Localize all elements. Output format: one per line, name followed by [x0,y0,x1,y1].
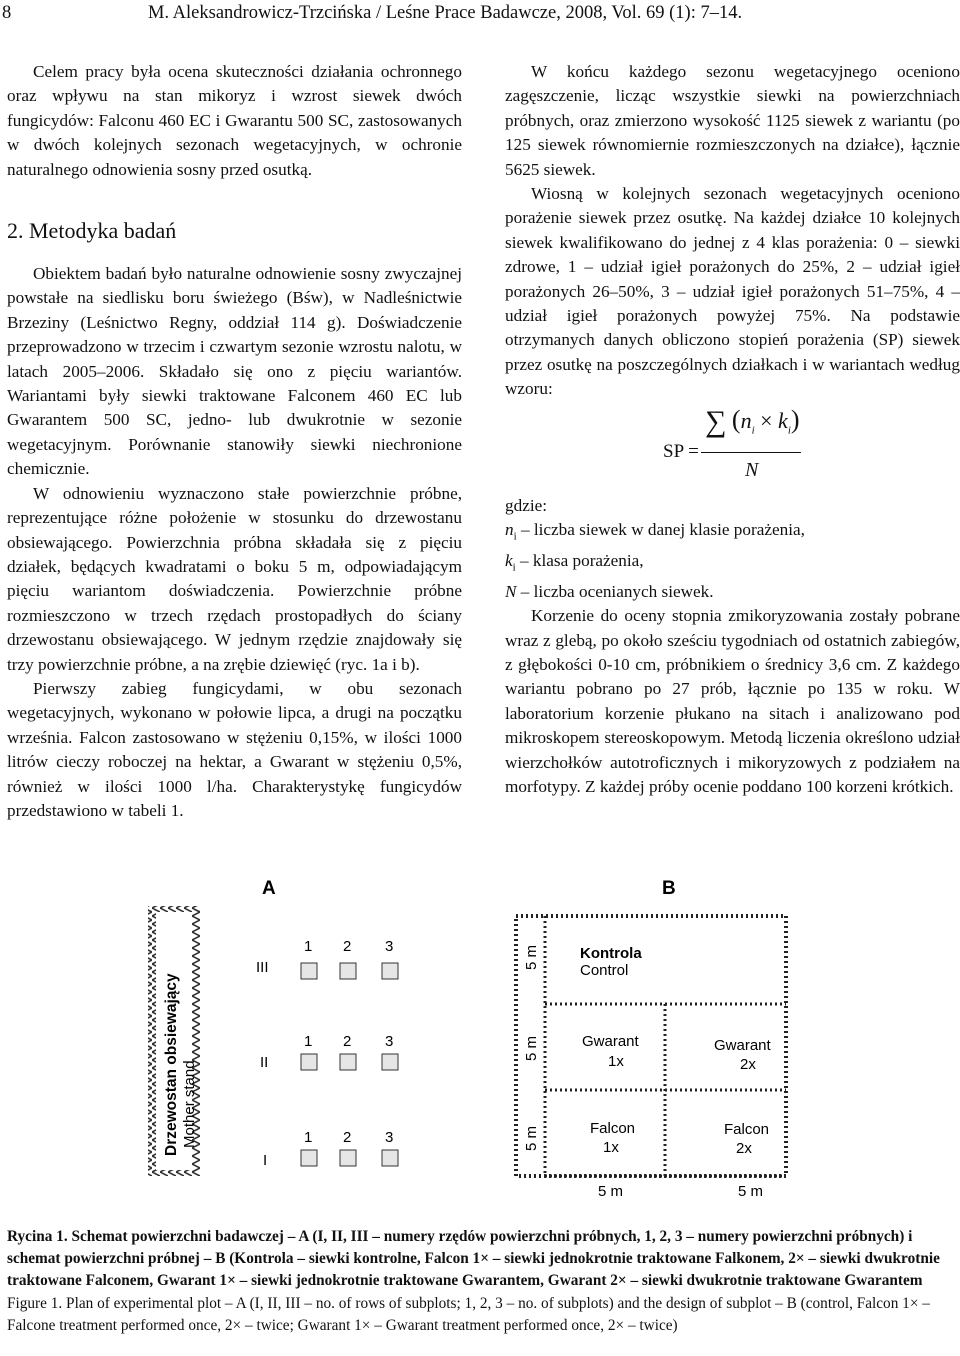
caption-en: Figure 1. Plan of experimental plot – A (I, II, III – no. of rows of subplots; 1, 2, 3 – no. of subplots) and the design of subplot – B (control, Falcon 1× – Falcone treatment performed once, 2× – twice; Gwarant 1× – Gwarant treatment performed once, 2× – twice) [7,1294,930,1334]
row-II-subplots [301,1033,398,1070]
fraction-line [701,452,801,453]
cell-falcon-1x: 1x [603,1139,619,1156]
intro-paragraph: Celem pracy była ocena skuteczności działania ochronnego oraz wpływu na stan mikoryz i wzrost siewek dwóch fungicydów: Falconu 460 EC i Gwarantu 500 SC, zastosowanych w dwóch kolejnych sezonach wegetacyjnych, w ochronie naturalnego odnowienia sosny przed osutką. [7,62,462,179]
page-header [0,3,960,33]
mother-stand-strip [148,906,200,1176]
mother-stand-label-pl: Drzewostan obsiewający [163,973,180,1156]
section-heading: 2. Metodyka badań [7,218,177,244]
running-title: M. Aleksandrowicz-Trzcińska / Leśne Prace Badawcze, 2008, Vol. 69 (1): 7–14. [148,3,743,23]
sp-formula [505,404,960,488]
row-III-subplots [301,938,398,979]
formula-numerator: ∑ $(n_i \times k_i)$ [705,404,800,438]
figure-caption [7,1226,952,1337]
definition-n: $n_i$ – liczba siewek w danej klasie porażenia, [505,520,805,543]
cell-falcon-2x: 2x [736,1140,752,1157]
subplot-number: 3 [385,1129,394,1146]
subplot-number: 3 [385,1033,394,1050]
cell-falcon-1: Falcon [590,1120,636,1137]
formula-lhs: SP = [663,440,699,462]
left-column [7,60,462,823]
definition-k: $k_i$ – klasa porażenia, [505,550,644,574]
figure-1 [0,876,960,1216]
panel-b-label: B [662,878,676,899]
cell-gwarant-1: Gwarant [582,1033,639,1050]
caption-pl: Rycina 1. Schemat powierzchni badawczej – A (I, II, III – numery rzędów powierzchni próbnych, 1, 2, 3 – numery powierzchni próbnych) i schemat powierzchni próbnej – B (Kontrola – siewki kontrolne, Falcon 1× – siewki jednokrotnie traktowane Falkonem, 2× – siewki dwukrotnie traktowane Falconem, Gwarant 1× – siewki jednokrotnie traktowane Gwarantem, Gwarant 2× – siewki dwukrotnie traktowane Gwarantem [7,1228,940,1290]
right-column [505,60,960,799]
cell-gwarant-2: Gwarant [714,1037,771,1054]
panel-a-label: A [262,878,276,899]
subplot-number: 3 [385,938,394,955]
row-label-II: II [260,1054,269,1071]
subplot-number: 2 [343,1129,352,1146]
subplot-number: 1 [304,1033,313,1050]
definition-N: N – liczba ocenianych siewek. [505,581,714,601]
cell-falcon-2: Falcon [724,1121,770,1138]
subplot-number: 1 [304,938,313,955]
subplot-number: 2 [343,1033,352,1050]
where-label: gdzie: [505,495,547,515]
cell-control-pl: Kontrola [580,945,642,962]
cell-gwarant-2x: 2x [740,1056,756,1073]
cell-gwarant-1x: 1x [608,1053,624,1070]
methods-paragraph-3: Pierwszy zabieg fungicydami, w obu sezonach wegetacyjnych, wykonano w połowie lipca, a drugi na początku września. Falcon zastosowano w stężeniu 0,15%, w ilości 1000 litrów cieczy roboczej na hektar, a Gwarant w stężeniu 0,5%, również w ilości 1000 l/ha. Charakterystykę fungicydów przedstawiono w tabeli 1. [7,678,462,820]
mother-stand-label-en: Mother stand [181,1060,198,1148]
subplot-number: 1 [304,1129,313,1146]
row-label-III: III [256,959,269,976]
formula-denominator: N [745,458,759,481]
dim-5m-row3: 5 m [523,1125,540,1151]
dim-5m-col1: 5 m [598,1183,624,1200]
assessment-paragraph-1: W końcu każdego sezonu wegetacyjnego oceniono zagęszczenie, licząc wszystkie siewki na powierzchniach próbnych, oraz zmierzono wysokość 1125 siewek z wariantu (po 125 siewek równomiernie rozmieszczonych na działce), łącznie 5625 siewek. [505,62,960,179]
subplot-number: 2 [343,938,352,955]
cell-control-en: Control [580,962,629,979]
dim-5m-row2: 5 m [523,1035,540,1061]
methods-paragraph-2: W odnowieniu wyznaczono stałe powierzchnie próbne, reprezentujące różne położenie w stosunku do drzewostanu obsiewającego. Powierzchnia próbna składała się z pięciu działek, będących kwadratami o boku 5 m, odpowiadającym pięciu wariantom doświadczenia. Powierzchnie próbne rozmieszczono w trzech rzędach prostopadłych do ściany drzewostanu obsiewającego. W jednym rzędzie znajdowały się trzy powierzchnie próbne, a na zrębie dziewięć (ryc. 1a i b). [7,483,462,674]
mycorrhiza-paragraph: Korzenie do oceny stopnia zmikoryzowania zostały pobrane wraz z glebą, po około sześciu tygodniach od ostatnich zabiegów, z głębokości 0-10 cm, próbnikiem o średnicy 3,6 cm. Z każdego wariantu pobrano po 27 prób, łącznie po 135 w roku. W laboratorium korzenie płukano na sitach i analizowano pod mikroskopem stereoskopowym. Metodą liczenia określono udział wierzchołków autotroficznych i mikoryzowych z podziałem na morfotypy. Z każdej próby ocenie poddano 100 korzeni krótkich. [505,606,960,797]
row-label-I: I [263,1152,268,1169]
figure-diagram [0,876,960,1216]
dim-5m-row1: 5 m [523,944,540,970]
assessment-paragraph-2: Wiosną w kolejnych sezonach wegetacyjnych oceniono porażenie siewek przez osutkę. Na każdej działce 10 kolejnych siewek kwalifikowano do jednej z 4 klas porażenia: 0 – siewki zdrowe, 1 – udział igieł porażonych do 25%, 2 – udział igieł porażonych 26–50%, 3 – udział igieł porażonych 51–75%, 4 – udział igieł porażonych powyżej 75%. Na podstawie otrzymanych danych obliczono stopień porażenia (SP) siewek przez osutkę na poszczególnych działkach i w wariantach według wzoru: [505,184,960,399]
dim-5m-col2: 5 m [738,1183,764,1200]
subplot-design-grid [516,916,786,1200]
page-number: 8 [2,3,12,23]
methods-paragraph-1: Obiektem badań było naturalne odnowienie sosny zwyczajnej powstałe na siedlisku boru świeżego (Bśw), w Nadleśnictwie Brzeziny (Leśnictwo Regny, oddział 114 g). Doświadczenie przeprowadzono w trzecim i czwartym sezonie wzrostu nalotu, w latach 2005–2006. Składało się ono z pięciu wariantów. Wariantami były siewki traktowane Falconem 460 EC lub Gwarantem 500 SC, jedno- lub dwukrotnie w sezonie wegetacyjnym. Porównanie stanowiły siewki niechronione chemicznie. [7,264,462,479]
row-I-subplots [301,1129,398,1166]
